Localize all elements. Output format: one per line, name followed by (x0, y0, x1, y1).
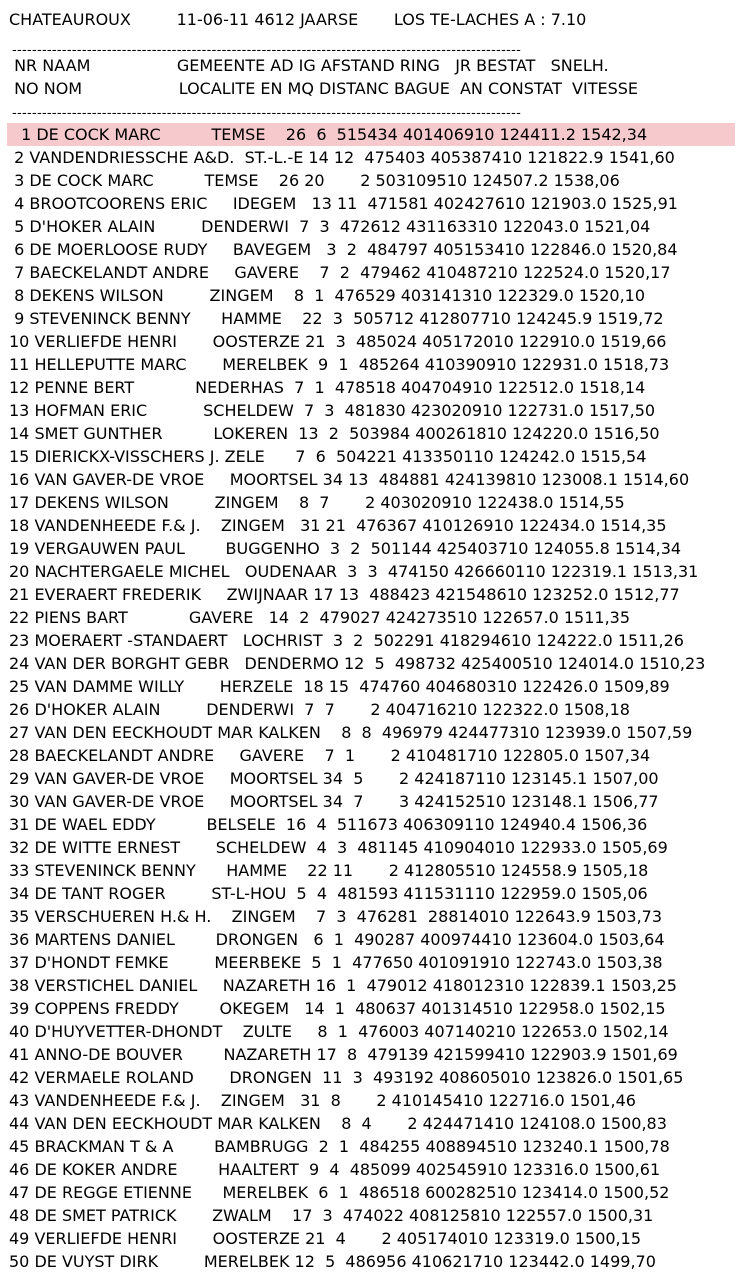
result-row: 31 DE WAEL EDDY BELSELE 16 4 511673 406309110 124940.4 1506,36 (9, 815, 648, 834)
result-row: 44 VAN DEN EECKHOUDT MAR KALKEN 8 4 2 424471410 124108.0 1500,83 (9, 1114, 667, 1133)
column-headers-dutch: NR NAAM GEMEENTE AD IG AFSTAND RING JR BESTAT SNELH. (9, 56, 609, 75)
result-row: 6 DE MOERLOOSE RUDY BAVEGEM 3 2 484797 405153410 122846.0 1520,84 (9, 240, 678, 259)
result-row: 46 DE KOKER ANDRE HAALTERT 9 4 485099 402545910 123316.0 1500,61 (9, 1160, 661, 1179)
column-headers-french: NO NOM LOCALITE EN MQ DISTANC BAGUE AN CONSTAT VITESSE (9, 79, 639, 98)
result-row: 5 D'HOKER ALAIN DENDERWI 7 3 472612 431163310 122043.0 1521,04 (9, 217, 651, 236)
result-row: 12 PENNE BERT NEDERHAS 7 1 478518 404704910 122512.0 1518,14 (9, 378, 646, 397)
result-row: 28 BAECKELANDT ANDRE GAVERE 7 1 2 410481710 122805.0 1507,34 (9, 746, 651, 765)
result-row: 30 VAN GAVER-DE VROE MOORTSEL 34 7 3 424152510 123148.1 1506,77 (9, 792, 659, 811)
race-title-line: CHATEAUROUX 11-06-11 4612 JAARSE LOS TE-LACHES A : 7.10 (9, 10, 587, 29)
result-row: 37 D'HONDT FEMKE MEERBEKE 5 1 477650 401091910 122743.0 1503,38 (9, 953, 663, 972)
result-row: 15 DIERICKX-VISSCHERS J. ZELE 7 6 504221 413350110 124242.0 1515,54 (9, 447, 647, 466)
result-row: 25 VAN DAMME WILLY HERZELE 18 15 474760 404680310 122426.0 1509,89 (9, 677, 670, 696)
result-row: 29 VAN GAVER-DE VROE MOORTSEL 34 5 2 424187110 123145.1 1507,00 (9, 769, 659, 788)
header-divider-bottom: ------------------------------------------------------------------------------------------------------ (12, 109, 522, 119)
result-row: 26 D'HOKER ALAIN DENDERWI 7 7 2 404716210 122322.0 1508,18 (9, 700, 630, 719)
result-row: 23 MOERAERT -STANDAERT LOCHRIST 3 2 502291 418294610 124222.0 1511,26 (9, 631, 684, 650)
result-row: 36 MARTENS DANIEL DRONGEN 6 1 490287 400974410 123604.0 1503,64 (9, 930, 665, 949)
result-row: 45 BRACKMAN T & A BAMBRUGG 2 1 484255 408894510 123240.1 1500,78 (9, 1137, 670, 1156)
result-row: 13 HOFMAN ERIC SCHELDEW 7 3 481830 423020910 122731.0 1517,50 (9, 401, 656, 420)
result-row: 21 EVERAERT FREDERIK ZWIJNAAR 17 13 488423 421548610 123252.0 1512,77 (9, 585, 680, 604)
result-row: 16 VAN GAVER-DE VROE MOORTSEL 34 13 484881 424139810 123008.1 1514,60 (9, 470, 690, 489)
result-row: 50 DE VUYST DIRK MERELBEK 12 5 486956 410621710 123442.0 1499,70 (9, 1252, 656, 1271)
result-row: 38 VERSTICHEL DANIEL NAZARETH 16 1 479012 418012310 122839.1 1503,25 (9, 976, 677, 995)
result-row: 19 VERGAUWEN PAUL BUGGENHO 3 2 501144 425403710 124055.8 1514,34 (9, 539, 682, 558)
result-row: 4 BROOTCOORENS ERIC IDEGEM 13 11 471581 402427610 121903.0 1525,91 (9, 194, 678, 213)
result-row: 9 STEVENINCK BENNY HAMME 22 3 505712 412807710 124245.9 1519,72 (9, 309, 664, 328)
result-row: 18 VANDENHEEDE F.& J. ZINGEM 31 21 476367 410126910 122434.0 1514,35 (9, 516, 667, 535)
result-row: 42 VERMAELE ROLAND DRONGEN 11 3 493192 408605010 123826.0 1501,65 (9, 1068, 684, 1087)
result-row: 43 VANDENHEEDE F.& J. ZINGEM 31 8 2 410145410 122716.0 1501,46 (9, 1091, 636, 1110)
result-row: 22 PIENS BART GAVERE 14 2 479027 424273510 122657.0 1511,35 (9, 608, 631, 627)
result-row: 14 SMET GUNTHER LOKEREN 13 2 503984 400261810 124220.0 1516,50 (9, 424, 660, 443)
result-row: 39 COPPENS FREDDY OKEGEM 14 1 480637 401314510 122958.0 1502,15 (9, 999, 666, 1018)
result-row: 17 DEKENS WILSON ZINGEM 8 7 2 403020910 122438.0 1514,55 (9, 493, 625, 512)
result-row: 32 DE WITTE ERNEST SCHELDEW 4 3 481145 410904010 122933.0 1505,69 (9, 838, 668, 857)
result-row: 33 STEVENINCK BENNY HAMME 22 11 2 412805510 124558.9 1505,18 (9, 861, 649, 880)
result-row: 20 NACHTERGAELE MICHEL OUDENAAR 3 3 474150 426660110 122319.1 1513,31 (9, 562, 699, 581)
result-row: 27 VAN DEN EECKHOUDT MAR KALKEN 8 8 496979 424477310 123939.0 1507,59 (9, 723, 693, 742)
result-row: 47 DE REGGE ETIENNE MERELBEK 6 1 486518 600282510 123414.0 1500,52 (9, 1183, 670, 1202)
result-row: 49 VERLIEFDE HENRI OOSTERZE 21 4 2 405174010 123319.0 1500,15 (9, 1229, 641, 1248)
result-row: 24 VAN DER BORGHT GEBR DENDERMO 12 5 498732 425400510 124014.0 1510,23 (9, 654, 706, 673)
result-row: 35 VERSCHUEREN H.& H. ZINGEM 7 3 476281 28814010 122643.9 1503,73 (9, 907, 663, 926)
result-row: 48 DE SMET PATRICK ZWALM 17 3 474022 408125810 122557.0 1500,31 (9, 1206, 654, 1225)
result-row: 2 VANDENDRIESSCHE A&D. ST.-L.-E 14 12 475403 405387410 121822.9 1541,60 (9, 148, 675, 167)
result-row: 10 VERLIEFDE HENRI OOSTERZE 21 3 485024 405172010 122910.0 1519,66 (9, 332, 667, 351)
result-row: 40 D'HUYVETTER-DHONDT ZULTE 8 1 476003 407140210 122653.0 1502,14 (9, 1022, 669, 1041)
result-row: 11 HELLEPUTTE MARC MERELBEK 9 1 485264 410390910 122931.0 1518,73 (9, 355, 670, 374)
header-divider: ------------------------------------------------------------------------------------------------------ (12, 46, 522, 56)
result-row: 8 DEKENS WILSON ZINGEM 8 1 476529 403141310 122329.0 1520,10 (9, 286, 646, 305)
result-row: 41 ANNO-DE BOUVER NAZARETH 17 8 479139 421599410 122903.9 1501,69 (9, 1045, 678, 1064)
result-row: 34 DE TANT ROGER ST-L-HOU 5 4 481593 411531110 122959.0 1505,06 (9, 884, 648, 903)
result-row: 3 DE COCK MARC TEMSE 26 20 2 503109510 124507.2 1538,06 (9, 171, 620, 190)
result-row: 1 DE COCK MARC TEMSE 26 6 515434 401406910 124411.2 1542,34 (7, 123, 735, 146)
result-row: 7 BAECKELANDT ANDRE GAVERE 7 2 479462 410487210 122524.0 1520,17 (9, 263, 671, 282)
